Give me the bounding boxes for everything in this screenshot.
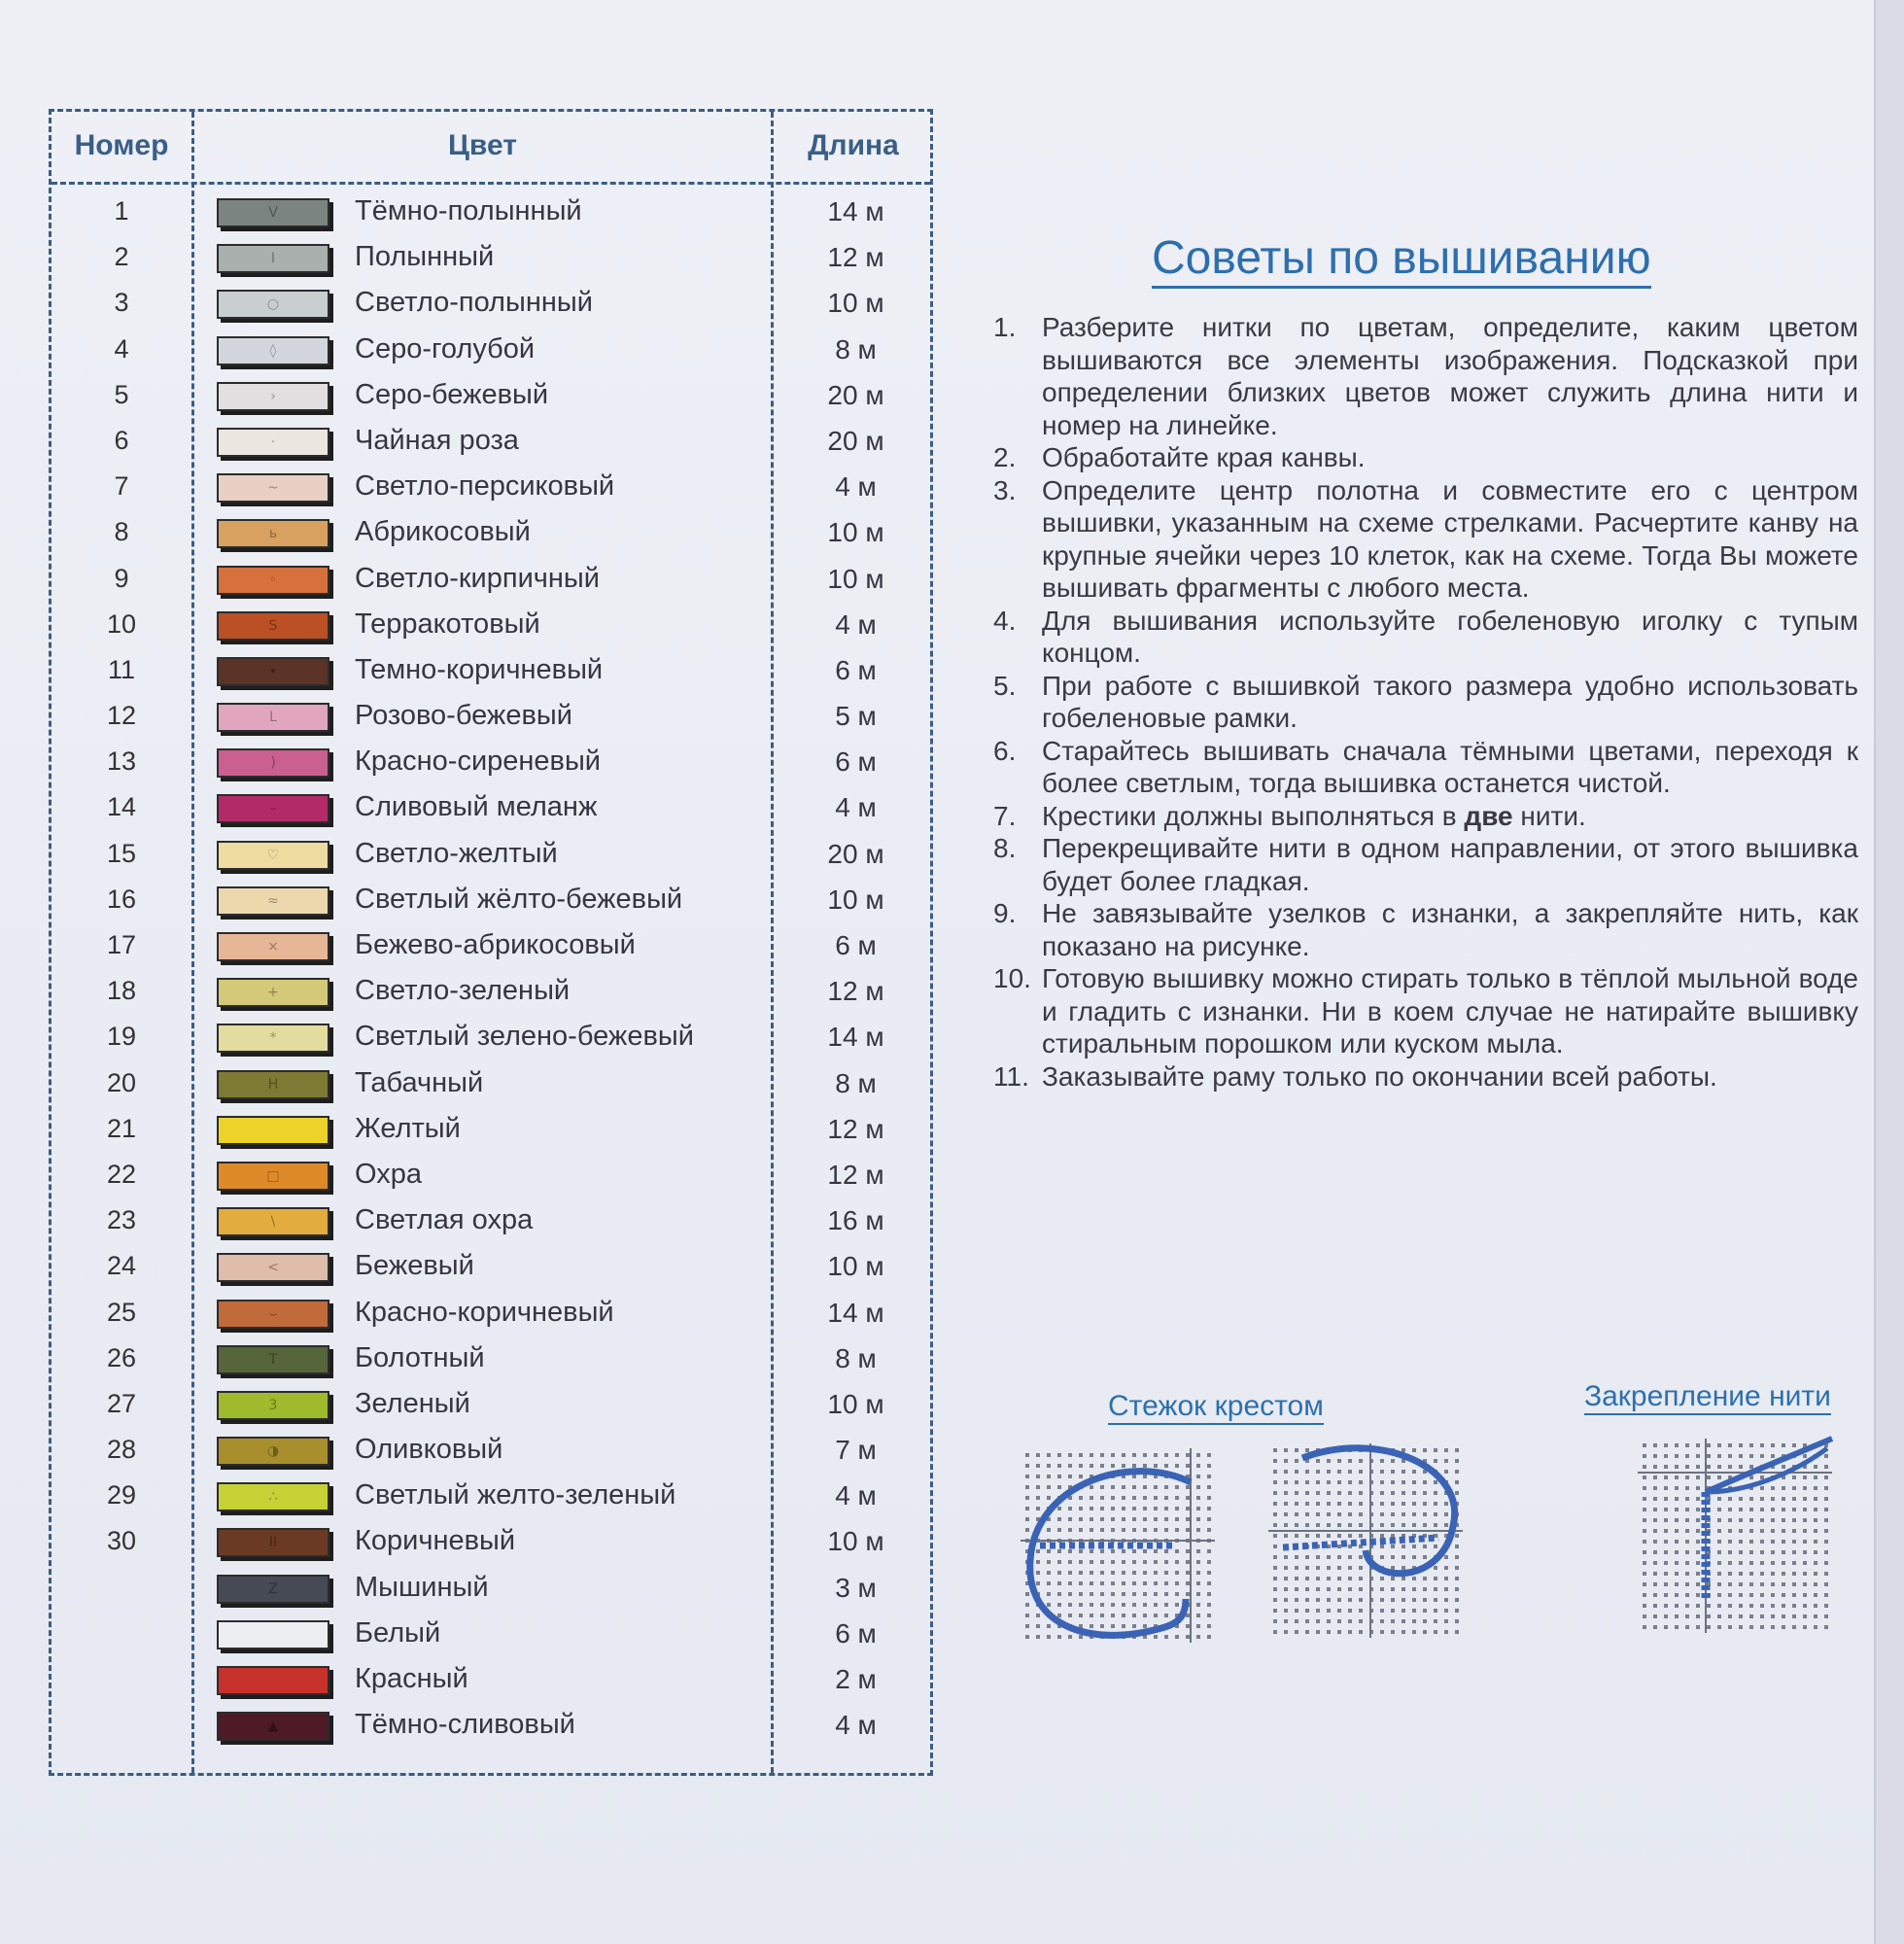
tip-emphasis: две [1464, 800, 1513, 831]
thread-number: 20 [106, 1067, 137, 1097]
color-swatch: ⌣ [217, 1300, 329, 1329]
color-row [52, 1474, 930, 1519]
color-swatch: T [217, 1345, 329, 1374]
tip-number: 9. [993, 898, 1017, 928]
tips-title: Советы по вышиванию [1152, 231, 1651, 289]
thread-number: 5 [114, 379, 129, 409]
color-name: Красно-сиреневый [355, 746, 601, 778]
color-row [52, 1015, 930, 1060]
color-swatch: H [217, 1070, 329, 1099]
thread-length: 10 м [827, 563, 884, 594]
tip-number: 10. [993, 963, 1031, 993]
color-row [52, 1382, 930, 1428]
tip-item [993, 897, 1858, 962]
cross-stitch-diagram-1 [1016, 1443, 1220, 1648]
tip-item [993, 311, 1858, 441]
thread-number: 2 [114, 242, 129, 272]
thread-number: 7 [114, 471, 129, 502]
thread-length: 4 м [835, 792, 877, 823]
tip-text: Разберите нитки по цветам, определите, каким цветом вышиваются все элементы изображения. Подсказкой при определении близких цветов может служить длина нити и номер на линейке. [1042, 312, 1858, 440]
tip-item [993, 832, 1858, 897]
header-number: Номер [74, 129, 169, 161]
color-row [52, 969, 930, 1015]
thread-number: 27 [106, 1388, 137, 1418]
color-name: Бежевый [355, 1250, 474, 1282]
thread-number: 23 [106, 1205, 137, 1235]
thread-length: 7 м [835, 1435, 877, 1466]
color-name: Белый [355, 1616, 441, 1649]
color-swatch: □ [217, 1162, 329, 1191]
tip-item [993, 735, 1858, 800]
tip-number: 6. [993, 735, 1017, 766]
thread-number: 8 [114, 517, 129, 547]
thread-length: 8 м [835, 1067, 877, 1098]
thread-number: 26 [106, 1342, 137, 1372]
tip-text: Обработайте края канвы. [1042, 442, 1366, 472]
thread-length: 8 м [835, 1342, 877, 1373]
tip-text: При работе с вышивкой такого размера удобно использовать гобеленовые рамки. [1042, 670, 1858, 733]
color-swatch [217, 1620, 329, 1649]
color-name: Сливовый меланж [355, 791, 598, 823]
thread-number: 17 [106, 930, 137, 959]
color-row [52, 510, 930, 556]
color-name: Розово-бежевый [355, 700, 572, 732]
thread-fastening-diagram [1633, 1434, 1837, 1638]
color-name: Светлая охра [355, 1204, 534, 1236]
thread-length: 5 м [835, 701, 877, 732]
color-row [52, 373, 930, 419]
color-row [52, 465, 930, 510]
tip-number: 4. [993, 605, 1017, 636]
color-swatch: 3 [217, 1391, 329, 1420]
color-row [52, 1061, 930, 1107]
thread-length: 10 м [827, 1251, 884, 1282]
color-row [52, 1198, 930, 1244]
thread-length: 3 м [835, 1572, 877, 1603]
color-swatch: + [217, 978, 329, 1007]
color-name: Красный [355, 1663, 468, 1694]
color-swatch: V [217, 198, 329, 227]
color-row [52, 281, 930, 327]
color-row [52, 832, 930, 878]
color-row [52, 878, 930, 923]
thread-number: 22 [106, 1159, 137, 1189]
thread-length: 10 м [827, 884, 884, 915]
color-swatch: ○ [217, 290, 329, 319]
thread-number: 11 [107, 654, 136, 684]
color-row [52, 923, 930, 969]
tip-item [993, 1060, 1858, 1094]
thread-length: 16 м [827, 1205, 884, 1236]
color-name: Коричневый [355, 1525, 516, 1557]
thread-length: 14 м [827, 1022, 884, 1053]
color-name: Светло-зеленый [355, 975, 571, 1007]
color-swatch: Z [217, 1575, 329, 1604]
thread-length: 2 м [835, 1664, 877, 1694]
cross-stitch-diagram-2 [1264, 1439, 1468, 1643]
color-name: Полынный [355, 241, 495, 273]
tip-item [993, 605, 1858, 670]
color-name: Серо-голубой [355, 332, 536, 364]
color-swatch: ∴ [217, 1482, 329, 1511]
header-color: Цвет [448, 129, 517, 161]
thread-length: 10 м [827, 288, 884, 319]
tip-text: Крестики должны выполняться в [1042, 800, 1465, 831]
color-row [52, 1428, 930, 1474]
tip-text: Для вышивания используйте гобеленовую иголку с тупым концом. [1042, 605, 1858, 668]
thread-number: 4 [114, 333, 129, 364]
color-swatch: ◦ [217, 566, 329, 595]
tip-item [993, 670, 1858, 735]
color-name: Тёмно-сливовый [355, 1709, 575, 1741]
color-row [52, 1291, 930, 1336]
color-row [52, 1519, 930, 1565]
color-name: Чайная роза [355, 424, 519, 456]
color-name: Темно-коричневый [355, 653, 604, 685]
color-name: Зеленый [355, 1387, 470, 1419]
thread-number: 6 [114, 425, 129, 455]
color-swatch: S [217, 611, 329, 641]
color-row [52, 694, 930, 740]
color-name: Светлый жёлто-бежевый [355, 883, 683, 915]
color-swatch: ▲ [217, 1712, 329, 1741]
thread-length: 4 м [835, 471, 877, 503]
color-name: Охра [355, 1158, 422, 1190]
thread-number: 21 [106, 1113, 137, 1143]
tips-list [993, 311, 1858, 1093]
color-row [52, 557, 930, 603]
color-name: Табачный [355, 1066, 484, 1098]
color-swatch: ◊ [217, 336, 329, 365]
color-row [52, 1612, 930, 1657]
tip-number: 5. [993, 670, 1017, 701]
color-row [52, 1657, 930, 1703]
thread-length: 14 м [827, 1297, 884, 1328]
color-row [52, 1107, 930, 1153]
color-name: Светло-кирпичный [355, 562, 600, 594]
color-swatch: II [217, 1528, 329, 1557]
color-table [49, 109, 933, 1776]
color-swatch: * [217, 1024, 329, 1053]
color-row [52, 1153, 930, 1198]
color-row [52, 190, 930, 235]
thread-length: 6 м [835, 1617, 877, 1649]
thread-number: 10 [106, 608, 137, 639]
thread-number: 25 [106, 1297, 137, 1327]
tip-text: Старайтесь вышивать сначала тёмными цветами, переходя к более светлым, тогда вышивка останется чистой. [1042, 735, 1858, 798]
color-swatch: ◑ [217, 1437, 329, 1466]
thread-number: 12 [106, 701, 137, 731]
tip-item [993, 800, 1858, 833]
thread-length: 6 м [835, 930, 877, 960]
tip-text: Определите центр полотна и совместите его с центром вышивки, указанным на схеме стрелками. Расчертите канву на крупные ячейки через 10 клеток, как на схеме. Тогда Вы можете вышивать фрагменты с любого места. [1042, 474, 1858, 603]
color-row [52, 603, 930, 648]
color-swatch: › [217, 382, 329, 411]
thread-number: 15 [106, 838, 137, 868]
color-row [52, 328, 930, 373]
header-length: Длина [808, 129, 899, 161]
thread-number: 18 [106, 976, 137, 1006]
cross-stitch-caption: Стежок крестом [1108, 1390, 1324, 1425]
thread-length: 4 м [835, 1710, 877, 1741]
color-row [52, 1703, 930, 1749]
thread-number: 29 [106, 1480, 137, 1510]
color-row [52, 1336, 930, 1382]
thread-number: 16 [106, 884, 137, 914]
thread-length: 8 м [835, 333, 877, 364]
thread-number: 19 [106, 1022, 137, 1052]
color-name: Серо-бежевый [355, 378, 549, 410]
thread-number: 14 [106, 792, 137, 822]
thread-length: 20 м [827, 379, 884, 410]
color-swatch: < [217, 1253, 329, 1282]
color-name: Красно-коричневый [355, 1296, 614, 1328]
color-name: Тёмно-полынный [355, 195, 582, 226]
tip-number: 1. [993, 312, 1017, 342]
color-row [52, 419, 930, 465]
thread-length: 6 м [835, 746, 877, 778]
color-rows [52, 190, 930, 1749]
thread-length: 20 м [827, 838, 884, 869]
thread-length: 14 м [827, 196, 884, 226]
color-name: Светло-персиковый [355, 470, 615, 503]
color-name: Светлый желто-зеленый [355, 1479, 676, 1511]
color-swatch: – [217, 794, 329, 823]
color-name: Оливковый [355, 1434, 503, 1466]
color-swatch: × [217, 932, 329, 961]
color-name: Бежево-абрикосовый [355, 929, 636, 960]
thread-number: 13 [106, 746, 137, 777]
color-swatch: ~ [217, 473, 329, 503]
tip-number: 2. [993, 442, 1017, 472]
thread-number: 1 [114, 196, 129, 226]
color-name: Светлый зелено-бежевый [355, 1021, 694, 1053]
paper-fold [1874, 0, 1904, 1944]
thread-curve [1706, 1439, 1832, 1492]
tip-number: 8. [993, 833, 1017, 863]
thread-length: 20 м [827, 425, 884, 456]
thread-number: 9 [114, 563, 129, 593]
tip-item [993, 962, 1858, 1060]
canvas-grid [1643, 1443, 1828, 1629]
tip-text: Не завязывайте узелков с изнанки, а закрепляйте нить, как показано на рисунке. [1042, 898, 1858, 961]
tip-text: Готовую вышивку можно стирать только в тёплой мыльной воде и гладить с изнанки. Ни в коем случае не натирайте вышивку стиральным порошком или куском мыла. [1042, 963, 1858, 1059]
tip-number: 11. [993, 1060, 1029, 1092]
color-name: Светло-полынный [355, 287, 593, 319]
thread-length: 12 м [827, 1113, 884, 1144]
tip-number: 7. [993, 800, 1017, 831]
color-swatch: · [217, 428, 329, 457]
header-divider [52, 182, 930, 185]
thread-length: 10 м [827, 1388, 884, 1419]
thread-length: 10 м [827, 517, 884, 548]
thread-fastening-caption: Закрепление нити [1584, 1380, 1831, 1415]
color-swatch [217, 1116, 329, 1145]
tip-item [993, 474, 1858, 605]
tip-text: нити. [1512, 800, 1586, 831]
tip-text: Перекрещивайте нити в одном направлении, от этого вышивка будет более гладкая. [1042, 833, 1858, 896]
color-name: Желтый [355, 1112, 461, 1144]
thread-curve [1302, 1448, 1455, 1574]
thread-number: 30 [106, 1526, 137, 1556]
tip-number: 3. [993, 474, 1017, 505]
thread-length: 12 м [827, 976, 884, 1007]
color-row [52, 785, 930, 831]
color-row [52, 648, 930, 694]
color-swatch: ь [217, 519, 329, 548]
color-swatch [217, 1666, 329, 1695]
color-name: Болотный [355, 1341, 485, 1373]
thread-length: 4 м [835, 1480, 877, 1511]
thread-length: 6 м [835, 654, 877, 685]
thread-number: 28 [106, 1435, 137, 1465]
color-row [52, 1566, 930, 1612]
color-swatch: ♡ [217, 841, 329, 870]
color-swatch: • [217, 657, 329, 686]
tip-item [993, 441, 1858, 474]
color-row [52, 1244, 930, 1290]
color-name: Светло-желтый [355, 837, 558, 869]
tip-text: Заказывайте раму только по окончании всей работы. [1042, 1060, 1717, 1092]
color-swatch: ≈ [217, 886, 329, 916]
thread-number: 3 [114, 288, 129, 318]
color-name: Мышиный [355, 1571, 489, 1603]
thread-number: 24 [106, 1251, 137, 1281]
color-name: Абрикосовый [355, 516, 531, 548]
thread-length: 12 м [827, 242, 884, 273]
color-swatch: L [217, 703, 329, 732]
thread-length: 10 м [827, 1526, 884, 1557]
color-swatch: \ [217, 1207, 329, 1236]
thread-length: 4 м [835, 608, 877, 640]
color-name: Терракотовый [355, 608, 540, 640]
color-swatch: ) [217, 748, 329, 778]
thread-length: 12 м [827, 1159, 884, 1190]
color-row [52, 740, 930, 785]
color-row [52, 235, 930, 281]
color-swatch: I [217, 244, 329, 273]
